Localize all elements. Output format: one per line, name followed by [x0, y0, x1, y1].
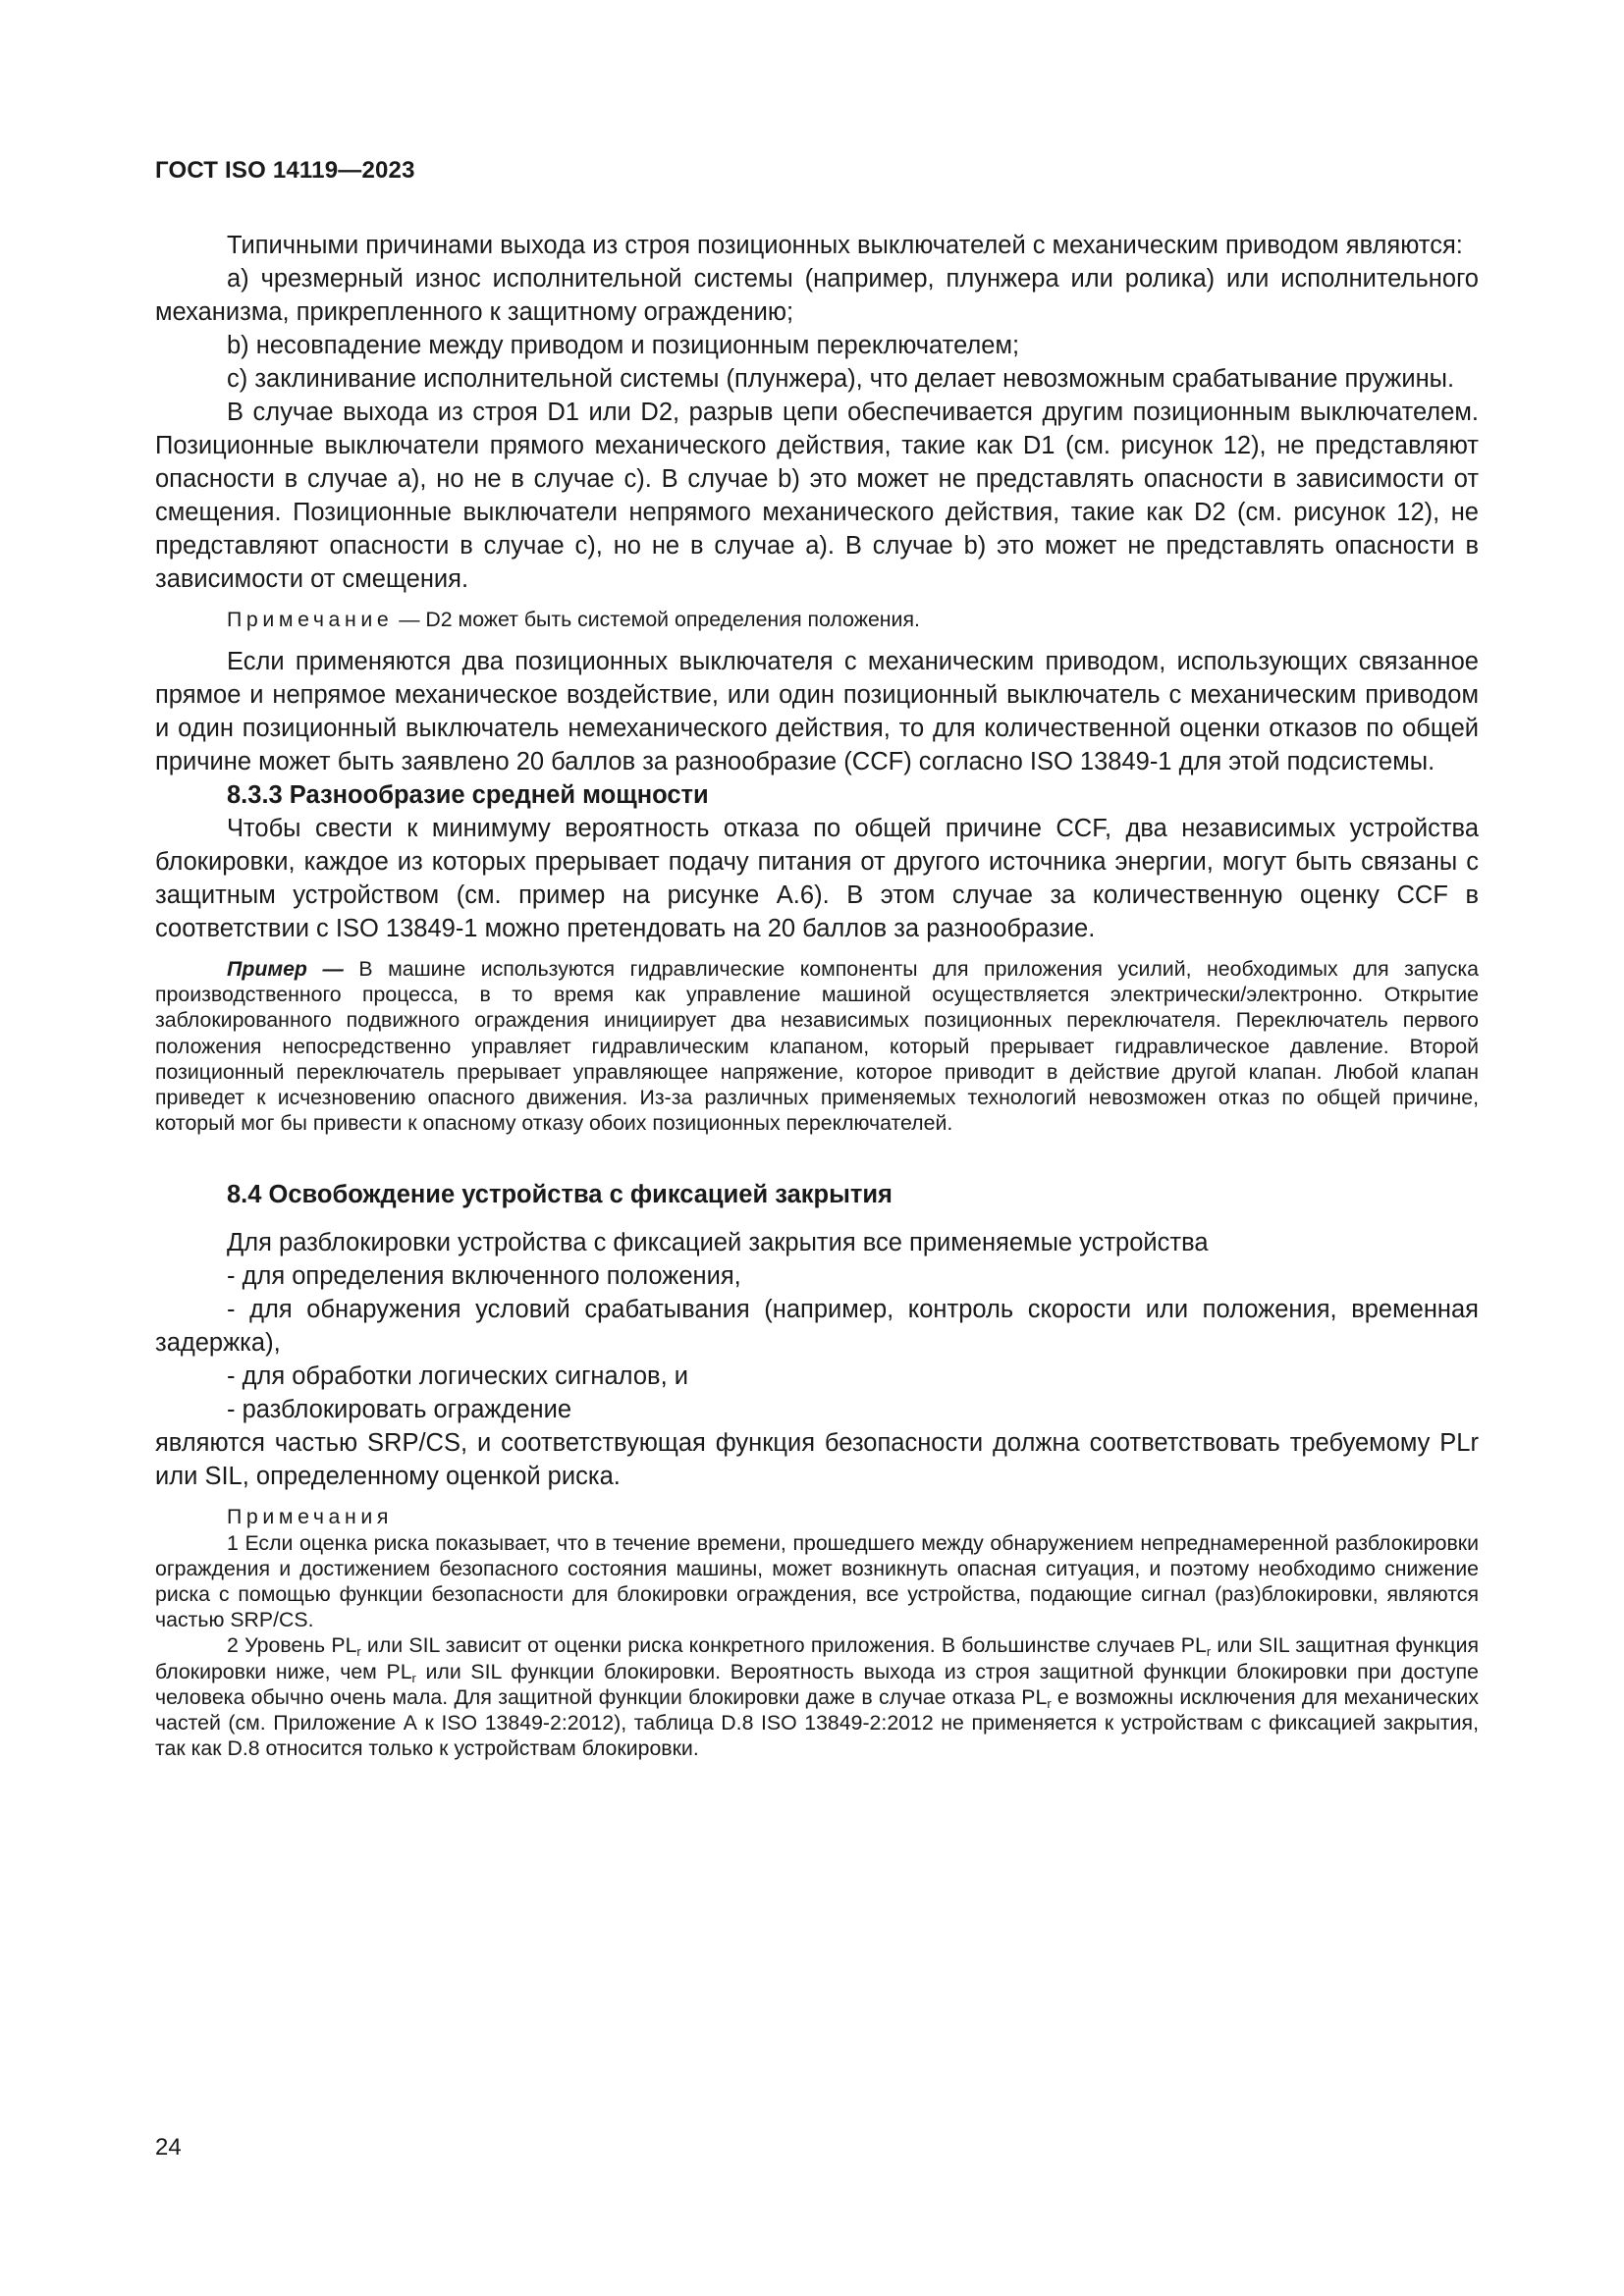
note-text: — D2 может быть системой определения положения.	[393, 608, 920, 631]
example-text: В машине используются гидравлические компоненты для приложения усилий, необходимых для запуска производственного процесса, в то время как управление машиной осуществляется электрически/электронно. Открытие заблокированного подвижного ограждения инициирует два независимых позиционных переключателя. Переключатель первого положения непосредственно управляет гидравлическим клапаном, который прерывает гидравлическое давление. Второй позиционный переключатель прерывает управляющее напряжение, которое приводит в действие другой клапан. Любой клапан приведет к исчезновению опасного движения. Из-за различных применяемых технологий невозможен отказ по общей причине, который мог бы привести к опасному отказу обоих позиционных переключателей.	[155, 957, 1479, 1136]
paragraph: Для разблокировки устройства с фиксацией закрытия все применяемые устройства	[227, 1229, 1209, 1257]
list-item-a: а) чрезмерный износ исполнительной системы (например, плунжера или ролика) или исполнительного механизма, прикрепленного к защитному ограждению;	[155, 265, 1479, 326]
note-item-1: 1 Если оценка риска показывает, что в течение времени, прошедшего между обнаружением непреднамеренной разблокировки ограждения и достижением безопасного состояния машины, может возникнуть опасная ситуация, и поэтому необходимо снижение риска с помощью функции безопасности для блокировки ограждения, все устройства, подающие сигнал (раз)блокировки, являются частью SRP/CS.	[155, 1530, 1479, 1632]
note-label: Примечание	[227, 608, 394, 631]
example-label: Пример —	[227, 957, 344, 981]
standard-header: ГОСТ ISO 14119—2023	[155, 157, 415, 184]
section-heading-8-3-3: 8.3.3 Разнообразие средней мощности	[227, 781, 709, 809]
list-item-b: b) несовпадение между приводом и позиционным переключателем;	[227, 332, 1020, 359]
paragraph: Типичными причинами выхода из строя позиционных выключателей с механическим приводом являются:	[227, 232, 1463, 259]
example-block	[155, 956, 1479, 1136]
list-item: - разблокировать ограждение	[227, 1396, 572, 1424]
list-item: - для определения включенного положения,	[227, 1262, 741, 1291]
paragraph: В случае выхода из строя D1 или D2, разрыв цепи обеспечивается другим позиционным выключателем. Позиционные выключатели прямого механического действия, такие как D1 (см. рисунок 12), не представляют опасности в случае а), но не в случае с). В случае b) это может не представлять опасности в зависимости от смещения. Позиционные выключатели непрямого механического действия, такие как D2 (см. рисунок 12), не представляют опасности в случае с), но не в случае а). В случае b) это может не представлять опасности в зависимости от смещения.	[155, 399, 1479, 593]
list-item-c: с) заклинивание исполнительной системы (плунжера), что делает невозможным срабатывание пружины.	[227, 365, 1455, 393]
notes-title: Примечания	[227, 1505, 393, 1529]
paragraph: Если применяются два позиционных выключателя с механическим приводом, использующих связанное прямое и непрямое механическое воздействие, или один позиционный выключатель с механическим приводом и один позиционный выключатель немеханического действия, то для количественной оценки отказов по общей причине может быть заявлено 20 баллов за разнообразие (CCF) согласно ISO 13849-1 для этой подсистемы.	[155, 648, 1479, 775]
paragraph: Чтобы свести к минимуму вероятность отказа по общей причине CCF, два независимых устройства блокировки, каждое из которых прерывает подачу питания от другого источника энергии, могут быть связаны с защитным устройством (см. пример на рисунке А.6). В этом случае за количественную оценку CCF в соответствии с ISO 13849-1 можно претендовать на 20 баллов за разнообразие.	[155, 815, 1479, 942]
document-page	[155, 0, 1479, 2296]
notes-block	[155, 1504, 1479, 1761]
note	[155, 607, 1479, 632]
section-heading-8-4: 8.4 Освобождение устройства с фиксацией закрытия	[227, 1181, 893, 1209]
paragraph: являются частью SRP/CS, и соответствующая функция безопасности должна соответствовать требуемому PLr или SIL, определенному оценкой риска.	[155, 1429, 1479, 1491]
list-item: - для обработки логических сигналов, и	[227, 1362, 688, 1391]
list-item: - для обнаружения условий срабатывания (например, контроль скорости или положения, временная задержка),	[155, 1296, 1479, 1358]
page-content	[155, 229, 1479, 1761]
note-item-2: 2 Уровень $PL_r$ или SIL зависит от оценки риска конкретного приложения. В большинстве случаев $PL_r$ или SIL защитная функция блокировки ниже, чем $PL_r$ или SIL функции блокировки. Вероятность выхода из строя защитной функции блокировки при доступе человека обычно очень мала. Для защитной функции блокировки даже в случае отказа $PL_r$ е возможны исключения для механических частей (см. Приложение А к ISO 13849-2:2012), таблица D.8 ISO 13849-2:2012 не применяется к устройствам с фиксацией закрытия, так как D.8 относится только к устройствам блокировки.	[155, 1633, 1480, 1761]
page-number: 24	[155, 2134, 182, 2161]
